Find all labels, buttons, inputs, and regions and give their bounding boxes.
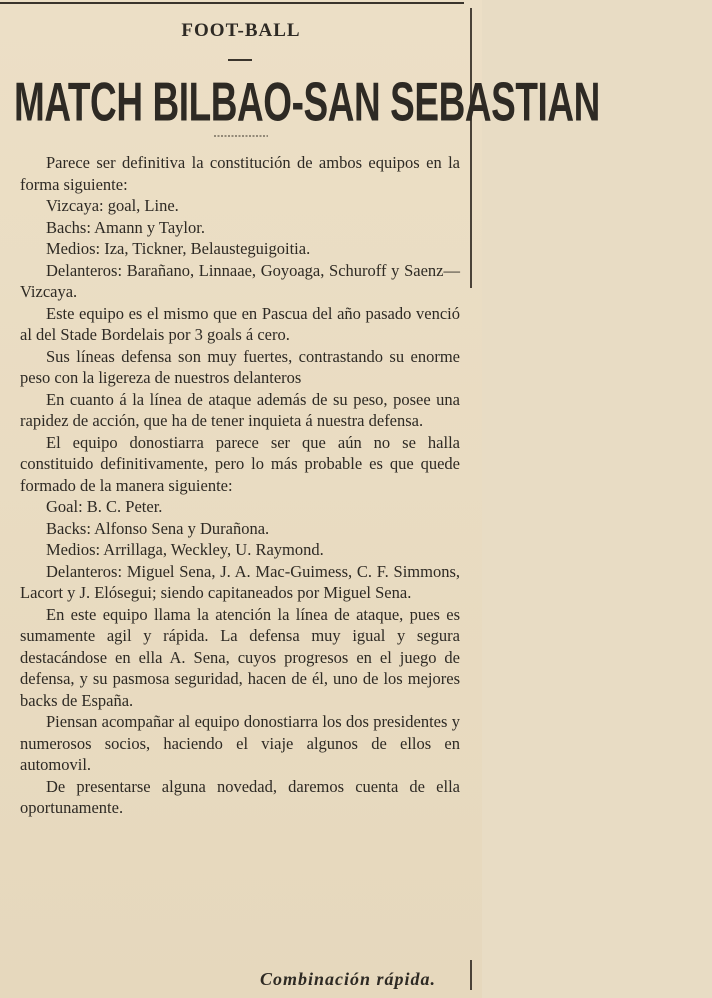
column-rule-bottom bbox=[470, 960, 472, 990]
paragraph: Piensan acompañar al equipo donostiarra los dos presidentes y numerosos socios, haciendo el viaje algunos de ellos en automovil. bbox=[20, 712, 460, 774]
paragraph: Vizcaya: goal, Line. bbox=[46, 196, 179, 215]
paragraph: Sus líneas defensa son muy fuertes, contrastando su enorme peso con la ligereza de nuestros delanteros bbox=[20, 346, 460, 387]
paragraph: Bachs: Amann y Taylor. bbox=[46, 217, 205, 237]
paragraph: Backs: Alfonso Sena y Durañona. bbox=[46, 518, 270, 538]
signature: Combinación rápida. bbox=[259, 969, 436, 989]
paragraph: En este equipo llama la atención la línea de ataque, pues es sumamente agil y rápida. La defensa muy igual y segura destacándose en ella A. Sena, cuyos progresos en el juego de defensa, y su pasmosa seguridad, hacen de él, uno de los mejores backs de España. bbox=[20, 604, 460, 710]
paragraph: Goal: B. C. Peter. bbox=[46, 497, 163, 516]
paragraph: De presentarse alguna novedad, daremos cuenta de ella oportunamente. bbox=[20, 776, 460, 817]
column-rule bbox=[470, 8, 472, 288]
section-title: FOOT-BALL bbox=[181, 20, 301, 41]
paragraph: Delanteros: Miguel Sena, J. A. Mac-Guimess, C. F. Simmons, Lacort y J. Elósegui; siendo capitaneados por Miguel Sena. bbox=[20, 561, 460, 602]
top-rule bbox=[0, 2, 464, 4]
headline bbox=[14, 68, 600, 133]
ornament-rule bbox=[214, 133, 268, 139]
paragraph: Parece ser definitiva la constitución de ambos equipos en la forma siguiente: bbox=[20, 153, 460, 194]
paragraph: Medios: Iza, Tickner, Belausteguigoitia. bbox=[46, 239, 311, 258]
headline-text: MATCH BILBAO-SAN SEBASTIAN bbox=[14, 71, 600, 133]
article-body bbox=[20, 152, 460, 819]
paragraph: El equipo donostiarra parece ser que aún no se halla constituido definitivamente, pero lo más probable es que quede formado de la manera siguiente: bbox=[20, 432, 460, 495]
paragraph: Medios: Arrillaga, Weckley, U. Raymond. bbox=[46, 540, 324, 559]
paragraph: Delanteros: Barañano, Linnaae, Goyoaga, Schuroff y Saenz—Vizcaya. bbox=[20, 260, 460, 301]
paragraph: Este equipo es el mismo que en Pascua del año pasado venció al del Stade Bordelais por 3 goals á cero. bbox=[20, 303, 460, 344]
title-dash bbox=[228, 59, 252, 61]
paragraph: En cuanto á la línea de ataque además de su peso, posee una rapidez de acción, que ha de tener inquieta á nuestra defensa. bbox=[20, 389, 460, 430]
